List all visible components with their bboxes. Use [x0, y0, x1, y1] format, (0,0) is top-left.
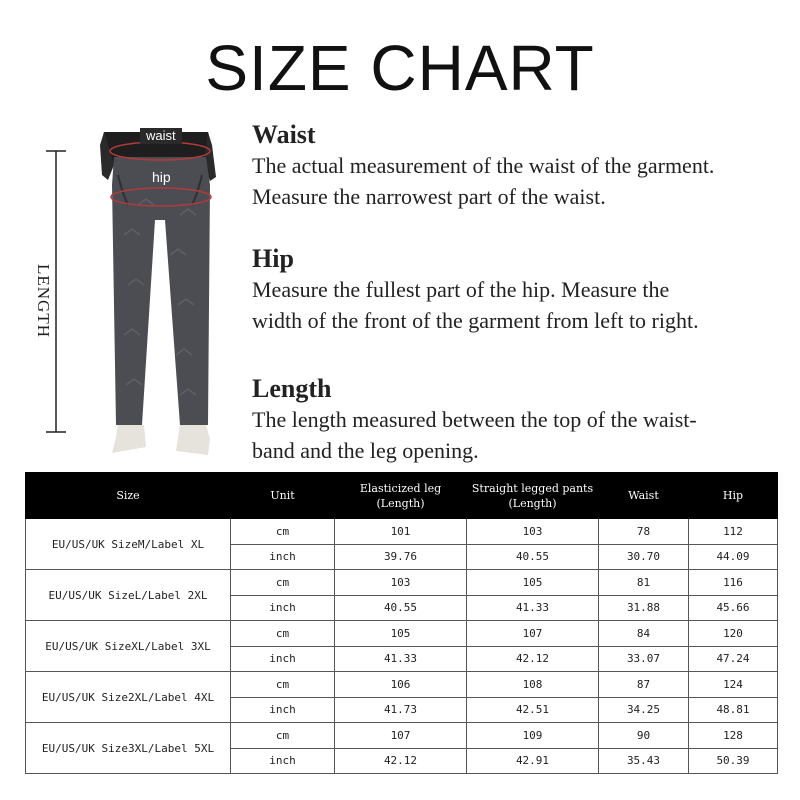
definition-length [252, 374, 792, 466]
value-cell: 90 [599, 723, 689, 749]
left-shoe [112, 425, 146, 453]
value-cell: 112 [689, 519, 778, 545]
value-cell: 34.25 [599, 697, 689, 723]
value-cell: 39.76 [335, 544, 467, 570]
size-cell: EU/US/UK SizeM/Label XL [26, 519, 231, 570]
table-row [26, 519, 778, 545]
value-cell: 30.70 [599, 544, 689, 570]
value-cell: 116 [689, 570, 778, 596]
header-straight-legged: Straight legged pants (Length) [467, 473, 599, 519]
value-cell: 101 [335, 519, 467, 545]
value-cell: 103 [467, 519, 599, 545]
pants-illustration [20, 125, 240, 465]
unit-cell: cm [231, 723, 335, 749]
value-cell: 81 [599, 570, 689, 596]
page-title: SIZE CHART [205, 32, 595, 104]
definition-line: The length measured between the top of the waist- [252, 407, 697, 432]
hip-label: hip [152, 169, 171, 185]
table-row [26, 723, 778, 749]
definition-line: Measure the fullest part of the hip. Measure the [252, 277, 670, 302]
value-cell: 40.55 [335, 595, 467, 621]
value-cell: 42.12 [467, 646, 599, 672]
header-unit: Unit [231, 473, 335, 519]
size-table-wrap [25, 472, 777, 774]
definition-heading: Length [252, 374, 332, 403]
value-cell: 84 [599, 621, 689, 647]
value-cell: 35.43 [599, 748, 689, 774]
value-cell: 48.81 [689, 697, 778, 723]
definition-line: width of the front of the garment from left to right. [252, 308, 699, 333]
definition-line: Measure the narrowest part of the waist. [252, 184, 606, 209]
table-row [26, 621, 778, 647]
unit-cell: inch [231, 595, 335, 621]
header-waist: Waist [599, 473, 689, 519]
value-cell: 41.73 [335, 697, 467, 723]
definition-hip [252, 244, 792, 336]
size-table [25, 472, 778, 774]
value-cell: 41.33 [335, 646, 467, 672]
waist-label: waist [146, 128, 176, 143]
unit-cell: cm [231, 519, 335, 545]
value-cell: 42.91 [467, 748, 599, 774]
unit-cell: cm [231, 621, 335, 647]
definition-line: The actual measurement of the waist of the garment. [252, 153, 715, 178]
size-cell: EU/US/UK SizeL/Label 2XL [26, 570, 231, 621]
length-label: LENGTH [34, 264, 53, 338]
table-header-row [26, 473, 778, 519]
definition-line: band and the leg opening. [252, 438, 479, 463]
value-cell: 33.07 [599, 646, 689, 672]
value-cell: 103 [335, 570, 467, 596]
header-size: Size [26, 473, 231, 519]
value-cell: 128 [689, 723, 778, 749]
value-cell: 42.12 [335, 748, 467, 774]
definition-waist [252, 120, 792, 212]
value-cell: 41.33 [467, 595, 599, 621]
value-cell: 120 [689, 621, 778, 647]
value-cell: 109 [467, 723, 599, 749]
value-cell: 124 [689, 672, 778, 698]
unit-cell: cm [231, 570, 335, 596]
definition-heading: Waist [252, 120, 316, 149]
value-cell: 87 [599, 672, 689, 698]
table-row [26, 672, 778, 698]
value-cell: 47.24 [689, 646, 778, 672]
unit-cell: inch [231, 646, 335, 672]
value-cell: 31.88 [599, 595, 689, 621]
table-row [26, 570, 778, 596]
value-cell: 105 [335, 621, 467, 647]
unit-cell: inch [231, 544, 335, 570]
value-cell: 106 [335, 672, 467, 698]
unit-cell: inch [231, 748, 335, 774]
unit-cell: inch [231, 697, 335, 723]
value-cell: 107 [335, 723, 467, 749]
value-cell: 105 [467, 570, 599, 596]
size-cell: EU/US/UK Size3XL/Label 5XL [26, 723, 231, 774]
value-cell: 107 [467, 621, 599, 647]
value-cell: 44.09 [689, 544, 778, 570]
value-cell: 42.51 [467, 697, 599, 723]
value-cell: 45.66 [689, 595, 778, 621]
size-cell: EU/US/UK SizeXL/Label 3XL [26, 621, 231, 672]
pants-figure [20, 125, 240, 465]
value-cell: 108 [467, 672, 599, 698]
value-cell: 78 [599, 519, 689, 545]
right-shoe [176, 425, 210, 455]
unit-cell: cm [231, 672, 335, 698]
header-elasticized-leg: Elasticized leg (Length) [335, 473, 467, 519]
value-cell: 50.39 [689, 748, 778, 774]
size-cell: EU/US/UK Size2XL/Label 4XL [26, 672, 231, 723]
definition-heading: Hip [252, 244, 294, 273]
value-cell: 40.55 [467, 544, 599, 570]
header-hip: Hip [689, 473, 778, 519]
